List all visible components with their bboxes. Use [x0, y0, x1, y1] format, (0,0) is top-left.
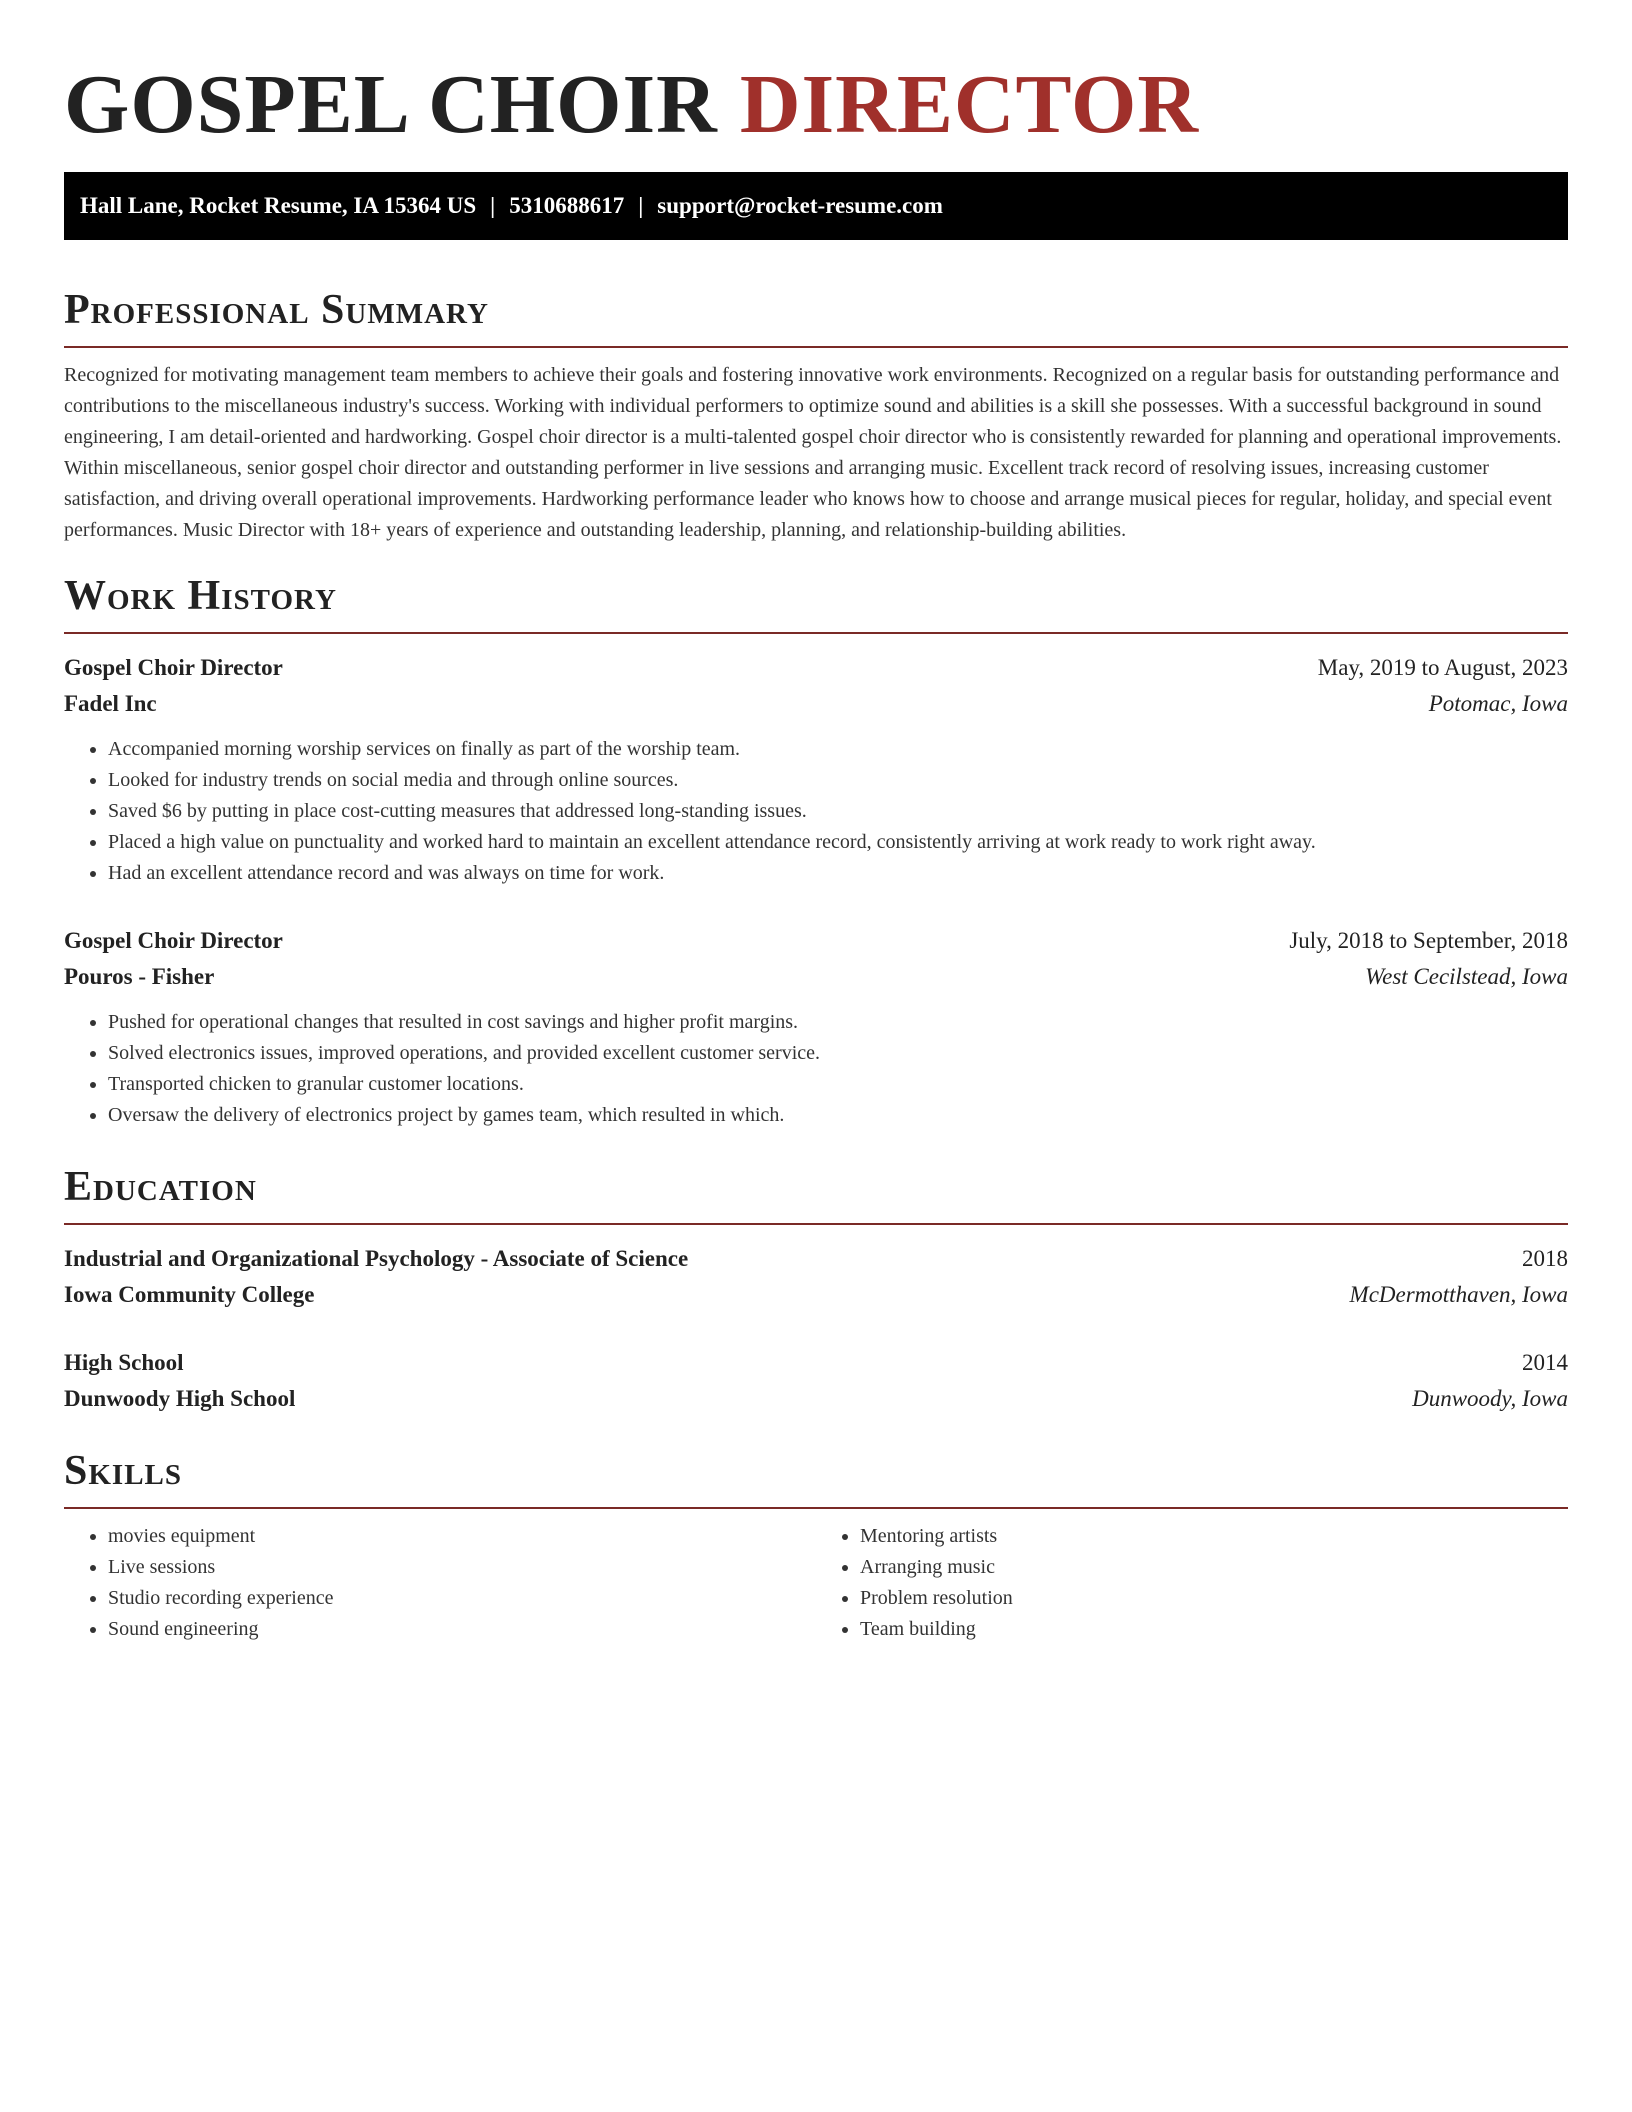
list-item: • Solved electronics issues, improved operations, and provided excellent customer service. [108, 1038, 1568, 1069]
contact-separator: | [490, 193, 496, 218]
contact-phone: 5310688617 [509, 193, 625, 218]
job-header-row [64, 650, 1568, 686]
list-item: • Mentoring artists [860, 1521, 1568, 1552]
skills-list-right [816, 1521, 1568, 1645]
list-item: • Live sessions [108, 1552, 816, 1583]
list-item: • Team building [860, 1614, 1568, 1645]
job-entry [64, 650, 1568, 889]
list-item: • Sound engineering [108, 1614, 816, 1645]
summary-section [64, 282, 1568, 546]
education-degree-row [64, 1345, 1568, 1381]
job-role: Gospel Choir Director [64, 928, 283, 953]
section-title-work: Work History [64, 573, 337, 619]
job-bullets [64, 734, 1568, 889]
section-divider [64, 1223, 1568, 1225]
job-location: Potomac, Iowa [1428, 691, 1568, 716]
job-company: Pouros - Fisher [64, 964, 215, 989]
education-school-row [64, 1277, 1568, 1313]
education-degree: Industrial and Organizational Psychology - Associate of Science [64, 1246, 689, 1271]
education-degree: High School [64, 1350, 184, 1375]
section-divider [64, 632, 1568, 634]
skills-columns [64, 1521, 1568, 1645]
education-year: 2014 [1522, 1350, 1568, 1375]
skills-list-left [64, 1521, 816, 1645]
section-divider [64, 346, 1568, 348]
job-dates: July, 2018 to September, 2018 [1289, 928, 1568, 953]
section-divider [64, 1507, 1568, 1509]
job-header-row [64, 923, 1568, 959]
job-dates: May, 2019 to August, 2023 [1317, 655, 1568, 680]
education-section [64, 1159, 1568, 1417]
list-item: • Oversaw the delivery of electronics project by games team, which resulted in which. [108, 1100, 1568, 1131]
section-title-skills: Skills [64, 1448, 183, 1494]
education-entry [64, 1345, 1568, 1417]
job-company-row [64, 959, 1568, 995]
list-item: • Transported chicken to granular customer locations. [108, 1069, 1568, 1100]
list-item: • Accompanied morning worship services on finally as part of the worship team. [108, 734, 1568, 765]
education-degree-row [64, 1241, 1568, 1277]
education-school: Iowa Community College [64, 1282, 315, 1307]
list-item: • Saved $6 by putting in place cost-cutting measures that addressed long-standing issues. [108, 796, 1568, 827]
list-item: • Pushed for operational changes that resulted in cost savings and higher profit margins. [108, 1007, 1568, 1038]
job-role: Gospel Choir Director [64, 655, 283, 680]
list-item: • Had an excellent attendance record and was always on time for work. [108, 858, 1568, 889]
job-location: West Cecilstead, Iowa [1365, 964, 1568, 989]
name-first: GOSPEL CHOIR [64, 58, 718, 151]
summary-text: Recognized for motivating management team members to achieve their goals and fostering innovative work environments. Recognized on a regular basis for outstanding performance and contributions to the miscellaneous industry's success. Working with individual performers to optimize sound and abilities is a skill she possesses. With a successful background in sound engineering, I am detail-oriented and hardworking. Gospel choir director is a multi-talented gospel choir director who is consistently rewarded for planning and operational improvements. Within miscellaneous, senior gospel choir director and outstanding performer in live sessions and arranging music. Excellent track record of resolving issues, increasing customer satisfaction, and driving overall operational improvements. Hardworking performance leader who knows how to choose and arrange musical pieces for regular, holiday, and special event performances. Music Director with 18+ years of experience and outstanding leadership, planning, and relationship-building abilities. [64, 364, 1562, 541]
list-item: • Arranging music [860, 1552, 1568, 1583]
list-item: • movies equipment [108, 1521, 816, 1552]
education-location: Dunwoody, Iowa [1412, 1386, 1568, 1411]
education-entry [64, 1241, 1568, 1313]
education-year: 2018 [1522, 1246, 1568, 1271]
list-item: • Placed a high value on punctuality and worked hard to maintain an excellent attendance record, consistently arriving at work ready to work right away. [108, 827, 1568, 858]
job-entry [64, 923, 1568, 1131]
work-section [64, 568, 1568, 1131]
education-school: Dunwoody High School [64, 1386, 296, 1411]
list-item: • Looked for industry trends on social media and through online sources. [108, 765, 1568, 796]
education-location: McDermotthaven, Iowa [1349, 1282, 1568, 1307]
skills-section [64, 1443, 1568, 1645]
name-accent: DIRECTOR [739, 58, 1200, 151]
resume-name [64, 0, 1568, 156]
education-school-row [64, 1381, 1568, 1417]
section-title-summary: Professional Summary [64, 287, 489, 333]
list-item: • Problem resolution [860, 1583, 1568, 1614]
list-item: • Studio recording experience [108, 1583, 816, 1614]
job-company-row [64, 686, 1568, 722]
job-bullets [64, 1007, 1568, 1131]
job-company: Fadel Inc [64, 691, 157, 716]
section-title-education: Education [64, 1164, 257, 1210]
contact-email: support@rocket-resume.com [657, 193, 943, 218]
contact-address: Hall Lane, Rocket Resume, IA 15364 US [80, 193, 477, 218]
contact-separator: | [638, 193, 644, 218]
contact-bar [64, 172, 1568, 240]
